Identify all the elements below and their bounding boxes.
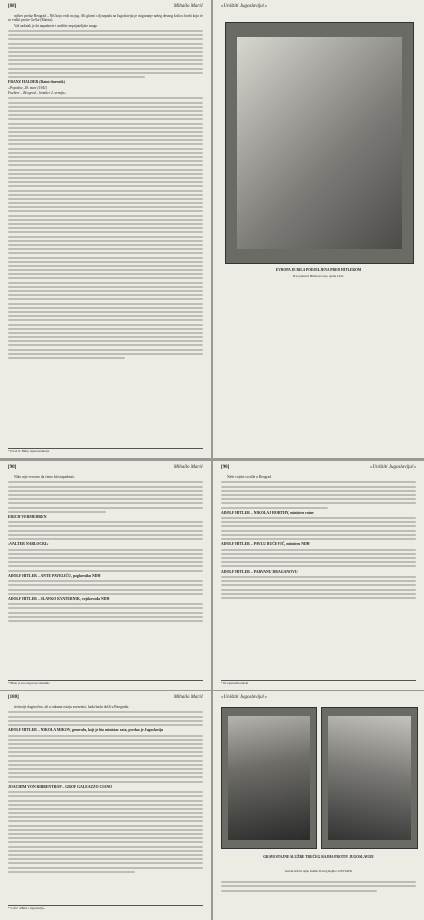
text-block [221,576,416,599]
page-number: [90] [8,465,17,470]
page-with-photos [213,691,424,920]
quote-line: Fuehrer – Beograd – bomber 2. armija« [8,91,67,96]
text-block [8,791,203,873]
page-number: [90] [221,465,230,470]
page-180 [0,691,211,920]
page-header [221,4,416,13]
page-number: [180] [8,695,19,700]
paragraph: Naše vojske su ušle u Beograd. [227,475,272,479]
page-90-left [0,461,211,690]
paragraph: Vaš zadatak je da napadnete i uništite neprijateljske snage. [14,23,98,28]
running-title: Mihailo Marić [173,465,203,470]
map-photo [225,22,414,264]
caption-lines [221,879,416,894]
page-header [8,465,203,474]
page-header [221,465,416,474]
text-block [221,549,416,568]
portrait-photo-right [321,707,418,849]
section-heading: ADOLF HITLER – PARVANU DRAGANOVU [221,569,298,574]
footnote: * S. Ilić: »Hitler i Jugoslavija« [8,905,203,910]
text-block [8,603,203,622]
section-heading: ADOLF HITLER – NIKOLAJ HORTHY, ministru ratne [221,510,314,515]
text-block [8,481,203,512]
portrait-photo-left [221,707,317,849]
text-block [8,549,203,572]
text-block [8,521,203,540]
text-block [8,30,203,78]
page-header [8,4,203,13]
running-title: Mihailo Marić [173,4,203,9]
text-block [221,517,416,540]
running-title: »Uništiti Jugoslaviju!« [221,695,267,700]
text-block [8,97,203,359]
paragraph: njihov prelaz Beograd – Niš koju vodi na jug. Ali glavni cilj napada na Jugoslaviju je osiguranje našeg desnog krila u borbi koja će se voditi protiv Grčke (Marita). [8,14,203,23]
footnote: * Hitler je sve razgovore zabeležio [8,680,203,685]
page-88 [0,0,211,458]
text-block [8,580,203,595]
section-heading: »VALTER NABLOCKI« [8,542,49,547]
running-title: »Uništiti Jugoslaviju!« [221,4,267,9]
section-heading: FRANZ HALDER (Ratni dnevnik) [8,80,65,85]
photo-subcaption: Prva planovi Hitlerova rata, aprila 1941. [292,274,345,278]
section-heading: ADOLF HITLER – PAVLU BUĆEVIĆ, ministru NDH [221,542,310,547]
section-heading: ADOLF HITLER – NIKOLA MIKOV, generalu, koji je bio ministar rata, predao je Jugoslaviju [8,728,164,733]
page-number: [88] [8,4,17,9]
section-heading: ADOLF HITLER – SLAVKO KVATERNIK, vojskovođa NDH [8,596,110,601]
page-with-map [213,0,424,458]
footnote: * Ili sopstvenih rukom [221,680,416,685]
page-body [8,475,203,624]
page-body [8,14,203,361]
page-header [8,695,203,704]
page-header [221,695,416,704]
page-body [8,705,203,875]
section-heading: ERICH VERMEHREN [8,514,47,519]
paragraph: teritorije dugoročno, ali u rukama ostaju saveznici, kada budu došli u Beogradu. [14,705,130,709]
text-block [8,711,203,726]
section-heading: ADOLF HITLER – ANTE PAVELIĆU, poglavniku NDH [8,573,101,578]
photo-caption: GRAVESTAJNE SLUŽBE TREĆEG RAJHA PROTIV JUGOSLAVIJE [263,855,374,859]
paragraph: Niko nije verovao da ćemo biti napadnuti. [14,475,75,479]
text-block [221,481,416,508]
page-body [221,475,416,601]
quote-line: »Popodne, 28. mart (1941) [8,85,48,90]
section-heading: JOACHIM VON RIBBENTROP – GROF GALEAZZO CIANO [8,784,113,789]
photo-subcaption: Glavni šefovi tajne službe Trećeg Rajha i GESTAPO [284,869,353,873]
text-block [8,735,203,783]
photo-caption: EVROPA JE BILA PODJELJENA PRED HITLEROM [275,268,362,272]
page-90-right [213,461,424,690]
running-title: Mihailo Marić [173,695,203,700]
running-title: »Uništiti Jugoslaviju!« [370,465,416,470]
footnote: * Izvod iz: Hitler, tajne instrukcije [8,448,203,453]
